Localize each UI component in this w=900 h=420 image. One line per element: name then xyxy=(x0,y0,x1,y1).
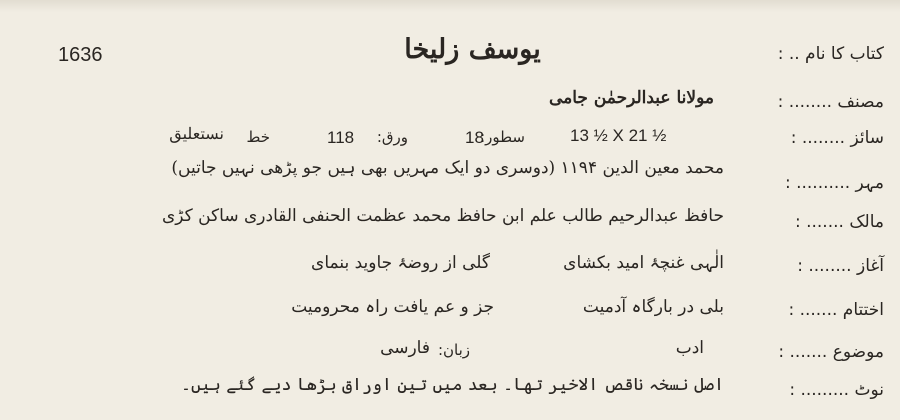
language-label: زبان: xyxy=(437,341,470,359)
note-label: نوٹ ......... : xyxy=(789,380,884,400)
ending-label: اختتام ....... : xyxy=(788,300,884,320)
note-text: اصل نسخہ ناقص الاخیر تھا۔ بعد میں تین اوراق بڑھا دیے گئے ہیں۔ xyxy=(181,375,724,395)
owner-name: حافظ عبدالرحیم طالب علم ابن حافظ محمد عظمت الحنفی القادری ساکن کڑی xyxy=(161,206,724,226)
leaves-label: ورق: xyxy=(376,128,408,146)
beginning-verse-2: گلی از روضۂ جاوید بنمای xyxy=(311,253,490,273)
subject-label: موضوع ....... : xyxy=(778,342,884,362)
book-title: یوسف زلیخا xyxy=(404,34,541,65)
previous-page-bleed xyxy=(0,0,900,12)
size-label: سائز ........ : xyxy=(790,128,884,148)
lines-label: سطور: xyxy=(480,128,525,146)
leaves-count: 118 xyxy=(327,128,355,147)
script-label: خط xyxy=(246,128,270,146)
beginning-verse-1: الٰہی غنچۂ امید بکشای xyxy=(563,253,724,273)
seal-label: مہر .......... : xyxy=(784,173,884,193)
title-label: کتاب کا نام .. : xyxy=(777,44,884,64)
ending-verse-1: بلی در بارگاہ آدمیت xyxy=(582,297,724,317)
catalog-number: 1636 xyxy=(58,44,103,66)
beginning-label: آغاز ........ : xyxy=(797,256,884,276)
author-name: مولانا عبدالرحمٰن جامی xyxy=(548,88,714,108)
ending-verse-2: جز و عم یافت راہ محرومیت xyxy=(291,297,494,317)
language-value: فارسی xyxy=(380,338,430,358)
lines-count: 18 xyxy=(465,128,484,147)
seal-text: محمد معین الدین ۱۱۹۴ (دوسری دو ایک مہریں بھی ہیں جو پڑھی نہیں جاتیں) xyxy=(171,158,724,178)
owner-label: مالک ....... : xyxy=(794,212,884,232)
subject-value: ادب xyxy=(675,338,704,358)
page-dimensions: 13 ½ X 21 ½ xyxy=(570,126,667,145)
script-type: نستعلیق xyxy=(169,124,224,143)
author-label: مصنف ........ : xyxy=(777,92,884,112)
